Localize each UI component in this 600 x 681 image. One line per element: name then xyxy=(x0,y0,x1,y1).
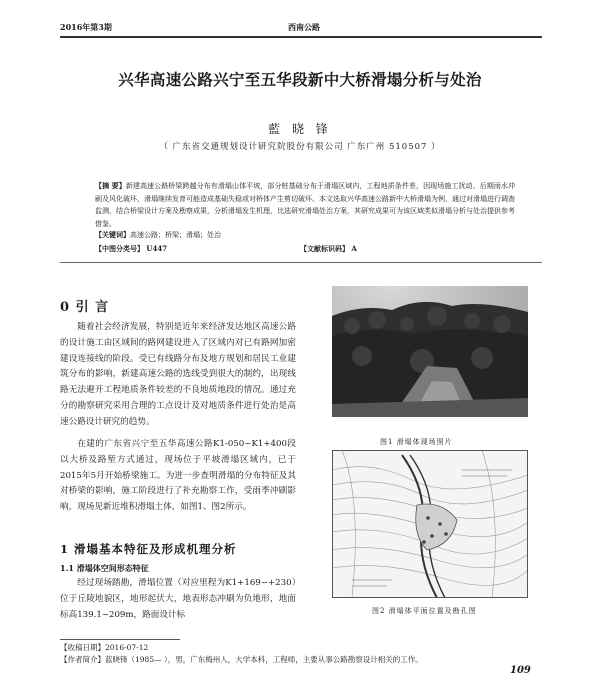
abstract xyxy=(95,180,515,230)
section-1-heading: 1 滑塌基本特征及形成机理分析 xyxy=(60,542,237,556)
abstract-label: 【摘 要】 xyxy=(95,181,126,190)
abstract-divider xyxy=(60,262,542,263)
landslide-plan-map-illustration xyxy=(332,450,528,598)
document-code: 【文献标识码】 A xyxy=(300,244,357,253)
author-affiliation: （ 广东省交通规划设计研究院股份有限公司 广东广州 510507 ） xyxy=(159,142,441,152)
section-1-1-heading: 1.1 滑塌体空间形态特征 xyxy=(60,563,149,573)
section-0-heading: 0 引 言 xyxy=(60,300,110,315)
footnote-received: 【收稿日期】2016-07-12 xyxy=(60,643,149,652)
article-title: 兴华高速公路兴宁至五华段新中大桥滑塌分析与处治 xyxy=(118,71,482,89)
figure-2-map xyxy=(332,450,528,598)
keywords-text: 高速公路；桥梁；滑塌；处治 xyxy=(130,231,221,239)
section-1-1-paragraph: 经过现场踏勘，滑塌位置（对应里程为K1+169~+230）位于丘陵地貌区，地形起伏大，地表形态冲刷为负地形，地面标高139.1~209m，路面设计标 xyxy=(60,578,296,620)
figure-2-caption: 图2 滑塌体平面位置及勘孔图 xyxy=(372,607,477,615)
landslide-photo-illustration xyxy=(332,286,528,417)
section-0-paragraph-1: 随着社会经济发展，特别是近年来经济发达地区高速公路的设计施工由区域间的路网建设进入了区域内对已有路网加密建设连接线的阶段。受已有线路分布及地方规划和居民工业建筑分布的影响，新建高速公路的选线受到很大的制约，出现线路无法避开工程地质条件较差的不良地质地段的情况。通过充分的勘察研究采用合理的工点设计及对地质条件进行处治是高速公路设计研究的趋势。 xyxy=(60,322,296,427)
section-0-paragraph-2: 在建的广东省兴宁至五华高速公路K1-050~K1+400段以大桥及路堑方式通过，现场位于平坡滑塌区域内，已于2015年5月开始桥梁施工。为进一步查明滑塌的分布特征及其对桥梁的影响，施工阶段进行了补充勘察工作，受雨季冲刷影响，现场见新近堆积滑塌土体，如图1、图2所示。 xyxy=(60,439,296,513)
abstract-text: 新建高速公路桥梁跨越分布有滑塌山体平坡，部分桩基础分布于滑塌区域内，工程地质条件差，因现场施工扰动、后期雨水冲刷及风化破坏，滑塌继续发育可能造成基础失稳或对桥体产生剪切破坏。本文选取兴华高速公路新中大桥滑塌为例，通过对滑塌进行调查监测，结合桥梁设计方案及勘察成果，分析滑塌发生机理，比选研究滑塌处治方案，其研究成果可为该区域类似滑塌分析与处治提供参考借鉴。 xyxy=(95,182,516,228)
footnote-rule xyxy=(60,639,180,640)
author-name: 藍 晓 锋 xyxy=(268,122,332,136)
figure-1-caption: 图1 滑塌体现场照片 xyxy=(380,438,453,446)
issue-label: 2016年第3期 xyxy=(60,22,112,32)
header-rule xyxy=(60,36,542,38)
journal-name: 西南公路 xyxy=(288,22,320,32)
figure-1-photo xyxy=(332,286,528,417)
clc-number: 【中图分类号】 U447 xyxy=(95,244,168,253)
footnote-author-bio: 【作者简介】蓝晓锋（1985— ），男，广东梅州人，大学本科，工程师，主要从事公路勘察设计相关的工作。 xyxy=(60,655,423,664)
keywords xyxy=(95,229,515,241)
keywords-label: 【关键词】 xyxy=(95,230,130,239)
page-number: 109 xyxy=(510,665,531,676)
